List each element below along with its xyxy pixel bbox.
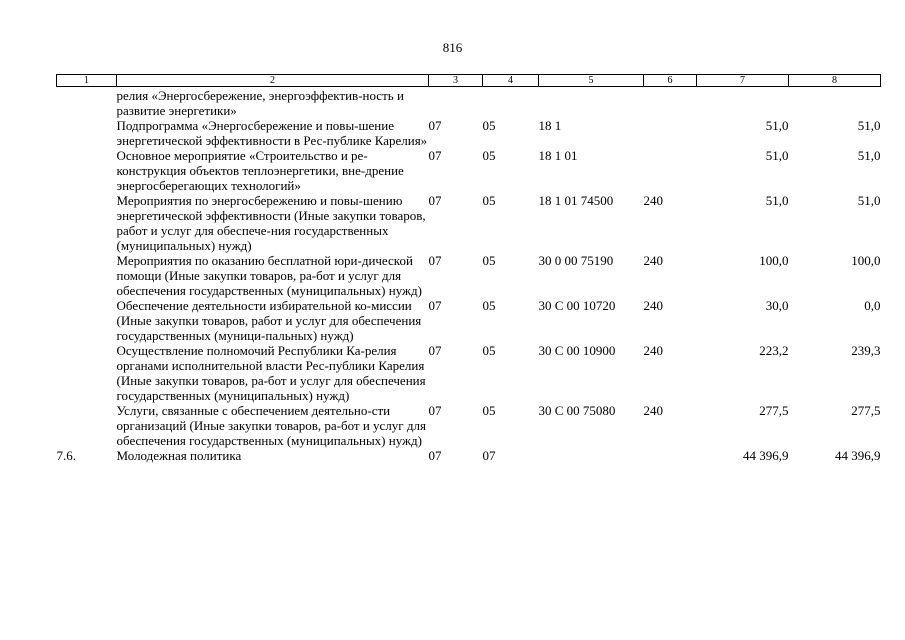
row-number xyxy=(57,193,117,253)
amount-year-2: 100,0 xyxy=(851,253,881,268)
section-code: 07 xyxy=(428,118,442,133)
column-header: 8 xyxy=(789,75,881,87)
row-number xyxy=(57,298,117,343)
amount-year-1: 277,5 xyxy=(759,403,789,418)
amount-year-1: 51,0 xyxy=(765,118,789,133)
expense-type-code: 240 xyxy=(643,403,663,418)
table-row xyxy=(57,118,881,148)
section-code: 07 xyxy=(428,448,442,463)
page-number: 816 xyxy=(442,40,463,55)
row-name: Мероприятия по оказанию бесплатной юри-дической помощи (Иные закупки товаров, ра-бот и услуг для обеспечения государственных (муниципальных) нужд) xyxy=(116,253,422,298)
row-number xyxy=(57,148,117,193)
amount-year-1: 223,2 xyxy=(759,343,789,358)
section-code: 07 xyxy=(428,253,442,268)
row-name: Услуги, связанные с обеспечением деятельно-сти организаций (Иные закупки товаров, ра-бот и услуг для обеспечения государственных (муниципальных) нужд) xyxy=(116,403,426,448)
table-row xyxy=(57,193,881,253)
amount-year-1: 44 396,9 xyxy=(743,448,789,463)
row-number: 7.6. xyxy=(56,448,76,463)
table-row xyxy=(57,403,881,448)
row-name: Основное мероприятие «Строительство и ре-конструкция объектов теплоэнергетики, вне-дрение энергосберегающих технологий» xyxy=(116,148,404,193)
amount-year-1: 51,0 xyxy=(765,148,789,163)
target-article-code xyxy=(539,87,644,119)
column-header: 4 xyxy=(483,75,539,87)
expense-type-code xyxy=(644,118,697,148)
expense-type-code xyxy=(644,148,697,193)
subsection-code: 05 xyxy=(482,193,496,208)
target-article-code xyxy=(539,448,644,463)
column-header: 5 xyxy=(539,75,644,87)
budget-table xyxy=(56,74,881,463)
subsection-code: 05 xyxy=(482,253,496,268)
target-article-code: 30 С 00 75080 xyxy=(538,403,616,418)
target-article-code: 18 1 01 xyxy=(538,148,578,163)
table-row xyxy=(57,448,881,463)
expense-type-code: 240 xyxy=(643,193,663,208)
amount-year-2: 51,0 xyxy=(857,193,881,208)
column-header: 6 xyxy=(644,75,697,87)
section-code: 07 xyxy=(428,148,442,163)
subsection-code: 05 xyxy=(482,298,496,313)
amount-year-2: 44 396,9 xyxy=(835,448,881,463)
row-name: Обеспечение деятельности избирательной ко-миссии (Иные закупки товаров, работ и услуг для обеспечения государственных (муници-пальных) нужд) xyxy=(116,298,422,343)
row-number xyxy=(57,343,117,403)
subsection-code: 05 xyxy=(482,148,496,163)
section-code: 07 xyxy=(428,298,442,313)
amount-year-1: 100,0 xyxy=(759,253,789,268)
target-article-code: 30 С 00 10900 xyxy=(538,343,616,358)
expense-type-code: 240 xyxy=(643,343,663,358)
section-code xyxy=(429,87,483,119)
amount-year-2: 277,5 xyxy=(851,403,881,418)
amount-year-1 xyxy=(697,87,789,119)
target-article-code: 18 1 xyxy=(538,118,562,133)
row-number xyxy=(57,118,117,148)
section-code: 07 xyxy=(428,193,442,208)
subsection-code xyxy=(483,87,539,119)
row-name: Мероприятия по энергосбережению и повы-шению энергетической эффективности (Иные закупки товаров, работ и услуг для обеспече-ния государственных (муниципальных) нужд) xyxy=(116,193,426,253)
section-code: 07 xyxy=(428,343,442,358)
table-row xyxy=(57,298,881,343)
target-article-code: 30 С 00 10720 xyxy=(538,298,616,313)
target-article-code: 30 0 00 75190 xyxy=(538,253,614,268)
amount-year-2: 0,0 xyxy=(864,298,881,313)
section-code: 07 xyxy=(428,403,442,418)
subsection-code: 07 xyxy=(482,448,496,463)
expense-type-code: 240 xyxy=(643,298,663,313)
column-number-header xyxy=(57,75,881,87)
table-row xyxy=(57,148,881,193)
row-number xyxy=(57,253,117,298)
column-header: 1 xyxy=(57,75,117,87)
amount-year-1: 30,0 xyxy=(765,298,789,313)
row-number xyxy=(57,87,117,119)
expense-type-code xyxy=(644,448,697,463)
amount-year-2 xyxy=(789,87,881,119)
amount-year-2: 239,3 xyxy=(851,343,881,358)
subsection-code: 05 xyxy=(482,118,496,133)
amount-year-2: 51,0 xyxy=(857,148,881,163)
expense-type-code: 240 xyxy=(643,253,663,268)
column-header: 3 xyxy=(429,75,483,87)
row-name: Подпрограмма «Энергосбережение и повы-шение энергетической эффективности в Рес-публике Карелия» xyxy=(116,118,428,148)
table-row xyxy=(57,253,881,298)
row-name: релия «Энергосбережение, энергоэффектив-ность и развитие энергетики» xyxy=(116,88,404,118)
row-number xyxy=(57,403,117,448)
amount-year-1: 51,0 xyxy=(765,193,789,208)
subsection-code: 05 xyxy=(482,343,496,358)
row-name: Осуществление полномочий Республики Ка-релия органами исполнительной власти Рес-публики Карелия (Иные закупки товаров, ра-бот и услуг для обеспечения государственных (муниципальных) нужд) xyxy=(116,343,426,403)
expense-type-code xyxy=(644,87,697,119)
column-header: 2 xyxy=(117,75,429,87)
row-name: Молодежная политика xyxy=(116,448,242,463)
column-header: 7 xyxy=(697,75,789,87)
table-row xyxy=(57,343,881,403)
target-article-code: 18 1 01 74500 xyxy=(538,193,614,208)
table-row xyxy=(57,87,881,119)
amount-year-2: 51,0 xyxy=(857,118,881,133)
subsection-code: 05 xyxy=(482,403,496,418)
